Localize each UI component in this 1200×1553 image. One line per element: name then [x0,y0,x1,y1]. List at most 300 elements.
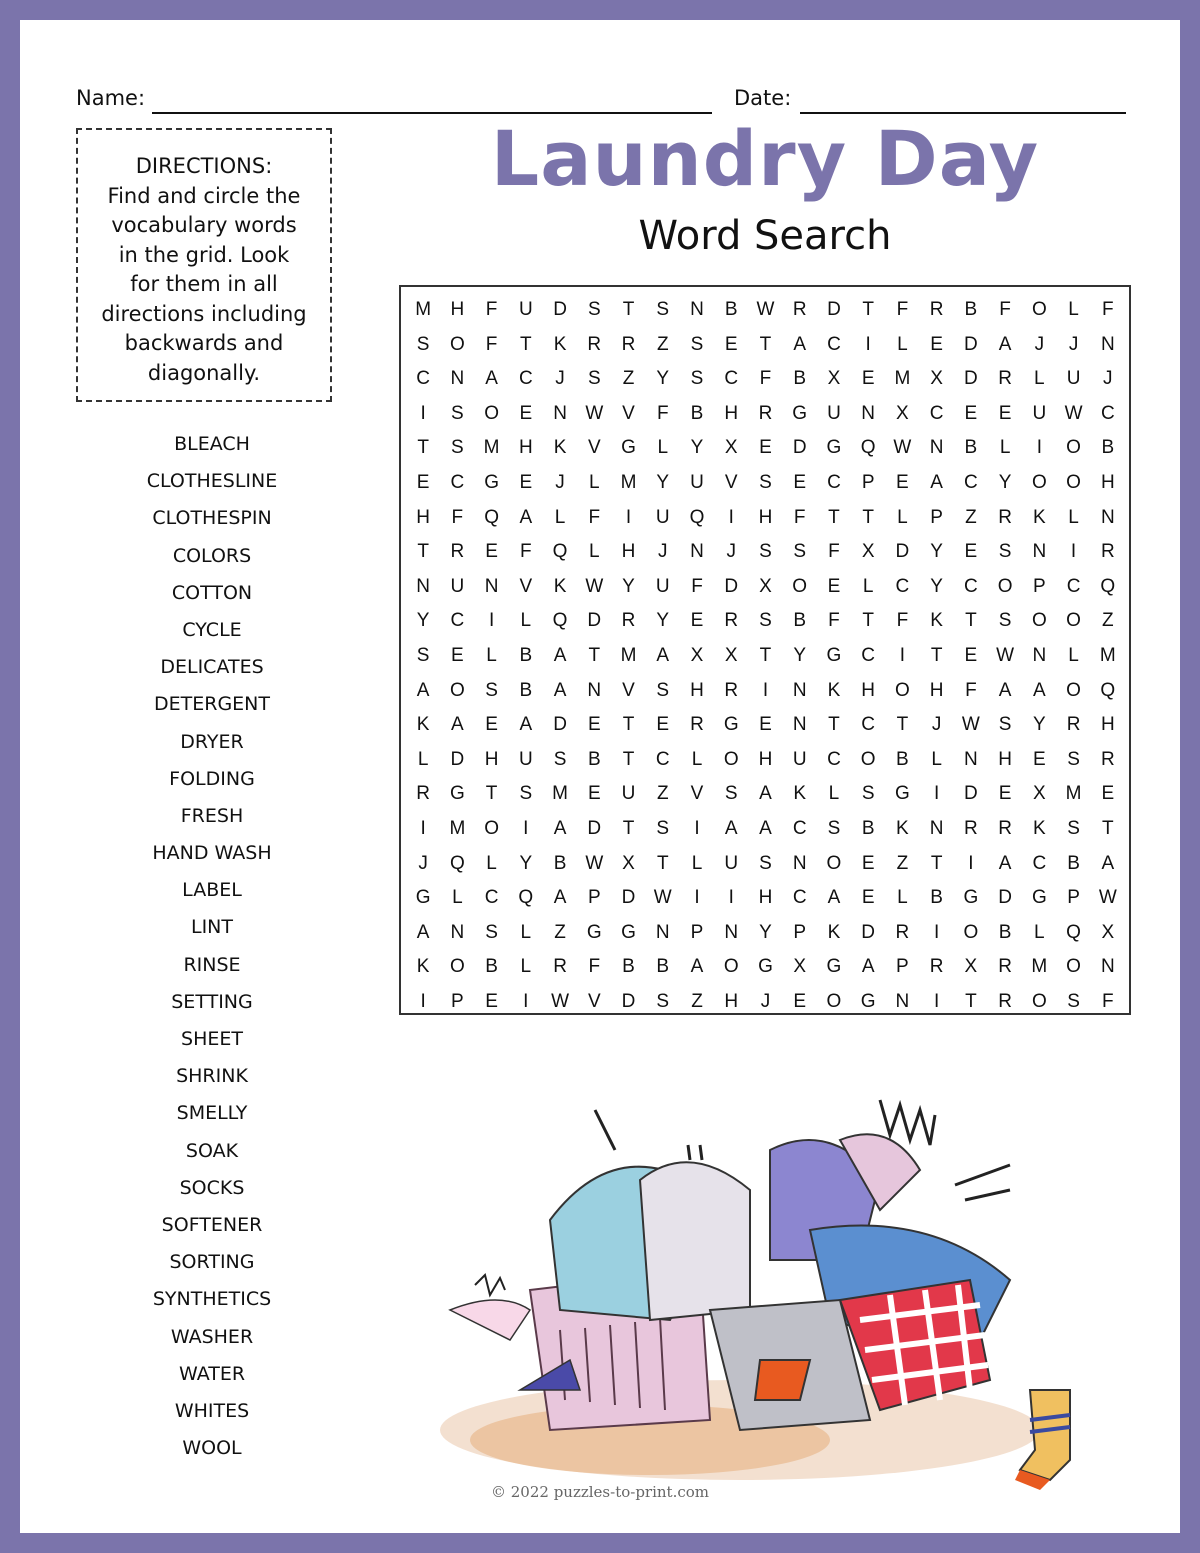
grid-letter[interactable]: G [415,887,431,909]
grid-letter[interactable]: O [792,575,808,597]
grid-letter[interactable]: X [724,644,738,666]
grid-letter[interactable]: L [1068,299,1079,320]
grid-letter[interactable]: S [656,299,670,320]
grid-letter[interactable]: S [451,437,464,459]
grid-letter[interactable]: V [690,783,704,805]
grid-letter[interactable]: E [964,644,978,666]
grid-letter[interactable]: G [586,921,602,943]
grid-letter[interactable]: O [826,990,842,1012]
grid-letter[interactable]: G [826,437,842,459]
grid-letter[interactable]: H [998,748,1012,770]
grid-letter[interactable]: N [792,852,807,874]
grid-letter[interactable]: S [587,368,601,390]
grid-letter[interactable]: B [587,748,601,770]
grid-letter[interactable]: R [964,817,978,839]
grid-letter[interactable]: T [828,506,840,528]
grid-letter[interactable]: V [622,679,635,701]
grid-letter[interactable]: H [484,748,499,770]
grid-letter[interactable]: M [620,644,637,666]
grid-letter[interactable]: T [1102,817,1114,839]
grid-letter[interactable]: G [449,783,465,805]
grid-letter[interactable]: D [450,748,465,770]
grid-letter[interactable]: D [998,887,1012,909]
grid-letter[interactable]: S [998,714,1012,736]
grid-letter[interactable]: U [724,852,739,874]
grid-letter[interactable]: K [416,714,430,736]
grid-letter[interactable]: E [861,887,875,909]
grid-letter[interactable]: N [929,437,944,459]
grid-letter[interactable]: D [964,368,978,390]
grid-letter[interactable]: L [691,852,703,874]
grid-letter[interactable]: Q [1100,679,1116,701]
grid-letter[interactable]: S [553,748,567,770]
grid-letter[interactable]: F [691,575,703,597]
grid-letter[interactable]: C [861,714,876,736]
grid-letter[interactable]: N [416,575,430,597]
grid-letter[interactable]: H [758,887,773,909]
grid-letter[interactable]: H [621,541,636,563]
grid-letter[interactable]: A [553,644,567,666]
grid-letter[interactable]: L [417,748,429,770]
grid-letter[interactable]: P [1067,887,1080,909]
grid-letter[interactable]: Q [449,852,465,874]
grid-letter[interactable]: R [792,299,807,320]
grid-letter[interactable]: T [656,852,669,874]
grid-letter[interactable]: F [1102,990,1114,1012]
grid-letter[interactable]: O [1031,610,1047,632]
grid-letter[interactable]: O [860,748,876,770]
grid-letter[interactable]: O [449,956,465,978]
grid-letter[interactable]: B [793,368,807,390]
grid-letter[interactable]: I [899,644,906,666]
grid-letter[interactable]: I [420,990,426,1012]
grid-letter[interactable]: N [1100,506,1115,528]
grid-letter[interactable]: Q [860,437,876,459]
grid-letter[interactable]: C [827,471,841,493]
grid-letter[interactable]: I [625,506,632,528]
grid-letter[interactable]: S [416,644,430,666]
grid-letter[interactable]: A [519,714,533,736]
grid-letter[interactable]: A [930,471,943,493]
grid-letter[interactable]: A [553,817,567,839]
grid-letter[interactable]: D [724,575,739,597]
grid-letter[interactable]: S [519,783,533,805]
grid-letter[interactable]: S [451,402,464,424]
grid-letter[interactable]: A [998,852,1012,874]
grid-letter[interactable]: W [551,990,570,1012]
grid-letter[interactable]: O [1031,471,1047,493]
grid-letter[interactable]: L [1068,506,1079,528]
grid-letter[interactable]: I [933,783,940,805]
grid-letter[interactable]: V [724,471,738,493]
grid-letter[interactable]: U [518,748,533,770]
grid-letter[interactable]: L [554,506,566,528]
grid-letter[interactable]: D [621,887,636,909]
grid-letter[interactable]: I [420,817,426,839]
grid-letter[interactable]: F [759,368,772,390]
grid-letter[interactable]: G [723,714,739,736]
grid-letter[interactable]: C [792,817,807,839]
grid-letter[interactable]: G [826,956,842,978]
grid-letter[interactable]: B [553,852,567,874]
grid-letter[interactable]: S [759,610,772,632]
grid-letter[interactable]: K [553,333,567,355]
grid-letter[interactable]: F [588,956,601,978]
grid-letter[interactable]: Y [416,610,430,632]
grid-letter[interactable]: M [552,783,568,805]
grid-letter[interactable]: N [792,714,807,736]
grid-letter[interactable]: O [449,333,465,355]
grid-letter[interactable]: M [1099,644,1116,666]
grid-letter[interactable]: J [658,541,668,563]
grid-letter[interactable]: E [793,990,807,1012]
grid-letter[interactable]: E [451,644,464,666]
grid-letter[interactable]: O [449,679,465,701]
grid-letter[interactable]: O [1066,956,1081,978]
grid-letter[interactable]: K [1032,817,1046,839]
grid-letter[interactable]: U [621,783,636,805]
grid-letter[interactable]: T [965,990,977,1012]
grid-letter[interactable]: K [416,956,430,978]
grid-letter[interactable]: I [933,921,940,943]
grid-letter[interactable]: E [724,333,738,355]
grid-letter[interactable]: E [861,368,875,390]
grid-letter[interactable]: Z [1102,610,1114,632]
grid-letter[interactable]: R [724,610,739,632]
grid-letter[interactable]: F [485,299,498,320]
grid-letter[interactable]: O [1066,679,1081,701]
grid-letter[interactable]: U [1066,368,1081,390]
grid-letter[interactable]: N [792,679,807,701]
grid-letter[interactable]: Z [896,852,909,874]
grid-letter[interactable]: C [416,368,430,390]
grid-letter[interactable]: P [896,956,909,978]
grid-letter[interactable]: L [897,333,908,355]
grid-letter[interactable]: A [793,333,807,355]
grid-letter[interactable]: U [690,471,704,493]
grid-letter[interactable]: H [758,748,773,770]
grid-letter[interactable]: B [622,956,635,978]
grid-letter[interactable]: B [964,437,978,459]
grid-letter[interactable]: W [1064,402,1083,424]
grid-letter[interactable]: R [450,541,465,563]
grid-letter[interactable]: D [621,990,636,1012]
grid-letter[interactable]: I [865,333,871,355]
grid-letter[interactable]: R [1066,714,1081,736]
grid-letter[interactable]: E [416,471,430,493]
grid-letter[interactable]: D [827,299,841,320]
grid-letter[interactable]: X [930,368,943,390]
grid-letter[interactable]: A [1101,852,1115,874]
grid-letter[interactable]: P [1032,575,1046,597]
grid-letter[interactable]: L [657,437,669,459]
grid-letter[interactable]: R [998,817,1012,839]
grid-letter[interactable]: S [759,541,772,563]
grid-letter[interactable]: K [793,783,807,805]
grid-letter[interactable]: F [999,299,1011,320]
grid-letter[interactable]: J [418,852,428,874]
grid-letter[interactable]: T [417,437,429,459]
grid-letter[interactable]: I [694,887,700,909]
grid-letter[interactable]: U [827,402,841,424]
grid-letter[interactable]: J [726,541,736,563]
grid-letter[interactable]: Q [1100,575,1116,597]
grid-letter[interactable]: E [519,402,533,424]
grid-letter[interactable]: E [998,783,1012,805]
grid-letter[interactable]: A [759,817,772,839]
grid-letter[interactable]: Z [656,333,669,355]
grid-letter[interactable]: Z [965,506,977,528]
grid-letter[interactable]: T [622,299,635,320]
grid-letter[interactable]: T [828,714,840,736]
grid-letter[interactable]: R [587,333,602,355]
grid-letter[interactable]: P [930,506,943,528]
grid-letter[interactable]: E [964,402,978,424]
grid-letter[interactable]: S [724,783,738,805]
grid-letter[interactable]: E [1032,748,1046,770]
grid-letter[interactable]: U [655,575,670,597]
grid-letter[interactable]: M [620,471,637,493]
grid-letter[interactable]: M [449,817,466,839]
grid-letter[interactable]: C [1066,575,1081,597]
grid-letter[interactable]: H [518,437,533,459]
grid-letter[interactable]: L [931,748,942,770]
grid-letter[interactable]: X [793,956,807,978]
grid-letter[interactable]: L [862,575,874,597]
grid-letter[interactable]: X [690,644,704,666]
grid-letter[interactable]: K [827,679,841,701]
grid-letter[interactable]: I [728,506,734,528]
grid-letter[interactable]: N [450,368,465,390]
grid-letter[interactable]: F [896,299,909,320]
grid-letter[interactable]: E [656,714,670,736]
grid-letter[interactable]: Y [656,610,670,632]
grid-letter[interactable]: M [415,299,432,320]
grid-letter[interactable]: W [585,575,604,597]
grid-letter[interactable]: S [759,471,772,493]
grid-letter[interactable]: E [930,333,943,355]
grid-letter[interactable]: B [1067,852,1080,874]
grid-letter[interactable]: A [759,783,772,805]
grid-letter[interactable]: T [588,644,601,666]
grid-letter[interactable]: J [555,471,565,493]
grid-letter[interactable]: G [792,402,808,424]
grid-letter[interactable]: N [1100,333,1115,355]
grid-letter[interactable]: S [656,990,670,1012]
grid-letter[interactable]: Y [656,368,670,390]
grid-letter[interactable]: Z [554,921,566,943]
grid-letter[interactable]: L [486,644,497,666]
grid-letter[interactable]: Y [930,541,943,563]
grid-letter[interactable]: F [451,506,464,528]
grid-letter[interactable]: Q [1066,921,1081,943]
grid-letter[interactable]: E [690,610,704,632]
grid-letter[interactable]: A [451,714,464,736]
grid-letter[interactable]: Y [1032,714,1046,736]
grid-letter[interactable]: I [1036,437,1042,459]
grid-letter[interactable]: R [690,714,704,736]
grid-letter[interactable]: C [827,333,841,355]
grid-letter[interactable]: T [759,333,772,355]
grid-letter[interactable]: I [728,887,734,909]
grid-letter[interactable]: C [895,575,910,597]
grid-letter[interactable]: L [1068,644,1079,666]
grid-letter[interactable]: O [723,748,739,770]
grid-letter[interactable]: I [968,852,974,874]
grid-letter[interactable]: S [759,852,772,874]
grid-letter[interactable]: E [793,471,807,493]
grid-letter[interactable]: H [929,679,944,701]
grid-letter[interactable]: C [518,368,533,390]
grid-letter[interactable]: E [485,990,498,1012]
grid-letter[interactable]: C [964,575,978,597]
grid-letter[interactable]: L [486,852,497,874]
grid-letter[interactable]: K [827,921,841,943]
grid-letter[interactable]: X [1101,921,1115,943]
grid-letter[interactable]: C [964,471,978,493]
grid-letter[interactable]: K [553,575,567,597]
grid-letter[interactable]: A [1032,679,1046,701]
grid-letter[interactable]: M [1065,783,1082,805]
grid-letter[interactable]: U [792,748,807,770]
grid-letter[interactable]: N [929,817,944,839]
grid-letter[interactable]: B [519,644,533,666]
grid-letter[interactable]: X [724,437,738,459]
grid-letter[interactable]: B [519,679,533,701]
grid-letter[interactable]: Y [998,471,1012,493]
grid-letter[interactable]: X [964,956,978,978]
grid-letter[interactable]: W [585,402,604,424]
grid-letter[interactable]: N [484,575,499,597]
grid-letter[interactable]: C [484,887,499,909]
grid-letter[interactable]: O [1031,990,1047,1012]
grid-letter[interactable]: Y [793,644,807,666]
grid-letter[interactable]: U [655,506,670,528]
grid-letter[interactable]: P [793,921,807,943]
grid-letter[interactable]: X [622,852,635,874]
grid-letter[interactable]: F [965,679,977,701]
grid-letter[interactable]: Q [689,506,705,528]
grid-letter[interactable]: O [484,402,499,424]
grid-letter[interactable]: J [1068,333,1079,355]
grid-letter[interactable]: Y [519,852,533,874]
grid-letter[interactable]: L [897,887,908,909]
grid-letter[interactable]: D [964,333,978,355]
grid-letter[interactable]: B [861,817,875,839]
grid-letter[interactable]: G [963,887,979,909]
grid-letter[interactable]: L [897,506,908,528]
grid-letter[interactable]: T [930,852,943,874]
grid-letter[interactable]: W [585,852,604,874]
grid-letter[interactable]: K [1032,506,1046,528]
grid-letter[interactable]: W [893,437,912,459]
grid-letter[interactable]: P [451,990,464,1012]
grid-letter[interactable]: C [1100,402,1115,424]
grid-letter[interactable]: R [895,921,910,943]
grid-letter[interactable]: J [555,368,565,390]
grid-letter[interactable]: N [690,541,704,563]
grid-letter[interactable]: E [587,714,601,736]
grid-letter[interactable]: D [861,921,876,943]
grid-letter[interactable]: S [998,541,1012,563]
grid-letter[interactable]: M [483,437,500,459]
grid-letter[interactable]: Y [656,471,670,493]
grid-letter[interactable]: R [1100,748,1115,770]
grid-letter[interactable]: D [553,299,567,320]
grid-letter[interactable]: L [1034,921,1045,943]
grid-letter[interactable]: N [1032,541,1047,563]
grid-letter[interactable]: P [690,921,704,943]
grid-letter[interactable]: Q [552,541,568,563]
grid-letter[interactable]: V [587,990,601,1012]
grid-letter[interactable]: I [762,679,769,701]
grid-letter[interactable]: E [896,471,909,493]
grid-letter[interactable]: T [896,714,909,736]
grid-letter[interactable]: N [1100,956,1115,978]
grid-letter[interactable]: O [1066,610,1081,632]
grid-letter[interactable]: C [792,887,807,909]
grid-letter[interactable]: K [553,437,567,459]
grid-letter[interactable]: F [793,506,806,528]
grid-letter[interactable]: T [622,748,635,770]
grid-letter[interactable]: E [587,783,601,805]
grid-letter[interactable]: O [1066,471,1081,493]
grid-letter[interactable]: J [1103,368,1113,390]
grid-letter[interactable]: A [690,956,704,978]
grid-letter[interactable]: X [896,402,909,424]
grid-letter[interactable]: W [653,887,672,909]
grid-letter[interactable]: N [553,402,567,424]
grid-letter[interactable]: H [1100,471,1115,493]
grid-letter[interactable]: O [826,852,842,874]
grid-letter[interactable]: S [416,333,430,355]
grid-letter[interactable]: E [827,575,841,597]
grid-letter[interactable]: I [420,402,426,424]
grid-letter[interactable]: F [896,610,909,632]
grid-letter[interactable]: L [520,610,532,632]
grid-letter[interactable]: C [1032,852,1047,874]
grid-letter[interactable]: I [1070,541,1077,563]
grid-letter[interactable]: A [998,679,1012,701]
grid-letter[interactable]: E [861,852,875,874]
grid-letter[interactable]: N [655,921,670,943]
grid-letter[interactable]: C [724,368,739,390]
grid-letter[interactable]: L [828,783,840,805]
grid-letter[interactable]: R [998,956,1012,978]
grid-letter[interactable]: B [724,299,738,320]
grid-letter[interactable]: F [485,333,498,355]
grid-letter[interactable]: R [998,990,1012,1012]
grid-letter[interactable]: L [1034,368,1045,390]
grid-letter[interactable]: B [690,402,704,424]
grid-letter[interactable]: D [964,783,978,805]
grid-letter[interactable]: Q [552,610,568,632]
grid-letter[interactable]: R [416,783,430,805]
grid-letter[interactable]: V [622,402,635,424]
grid-letter[interactable]: M [1031,956,1048,978]
grid-letter[interactable]: S [656,679,670,701]
grid-letter[interactable]: R [929,299,944,320]
grid-letter[interactable]: S [827,817,841,839]
grid-letter[interactable]: Y [930,575,943,597]
grid-letter[interactable]: T [862,299,874,320]
grid-letter[interactable]: V [587,437,601,459]
grid-letter[interactable]: S [485,921,498,943]
grid-letter[interactable]: K [930,610,943,632]
grid-letter[interactable]: H [450,299,465,320]
grid-letter[interactable]: B [793,610,807,632]
grid-letter[interactable]: L [452,887,463,909]
